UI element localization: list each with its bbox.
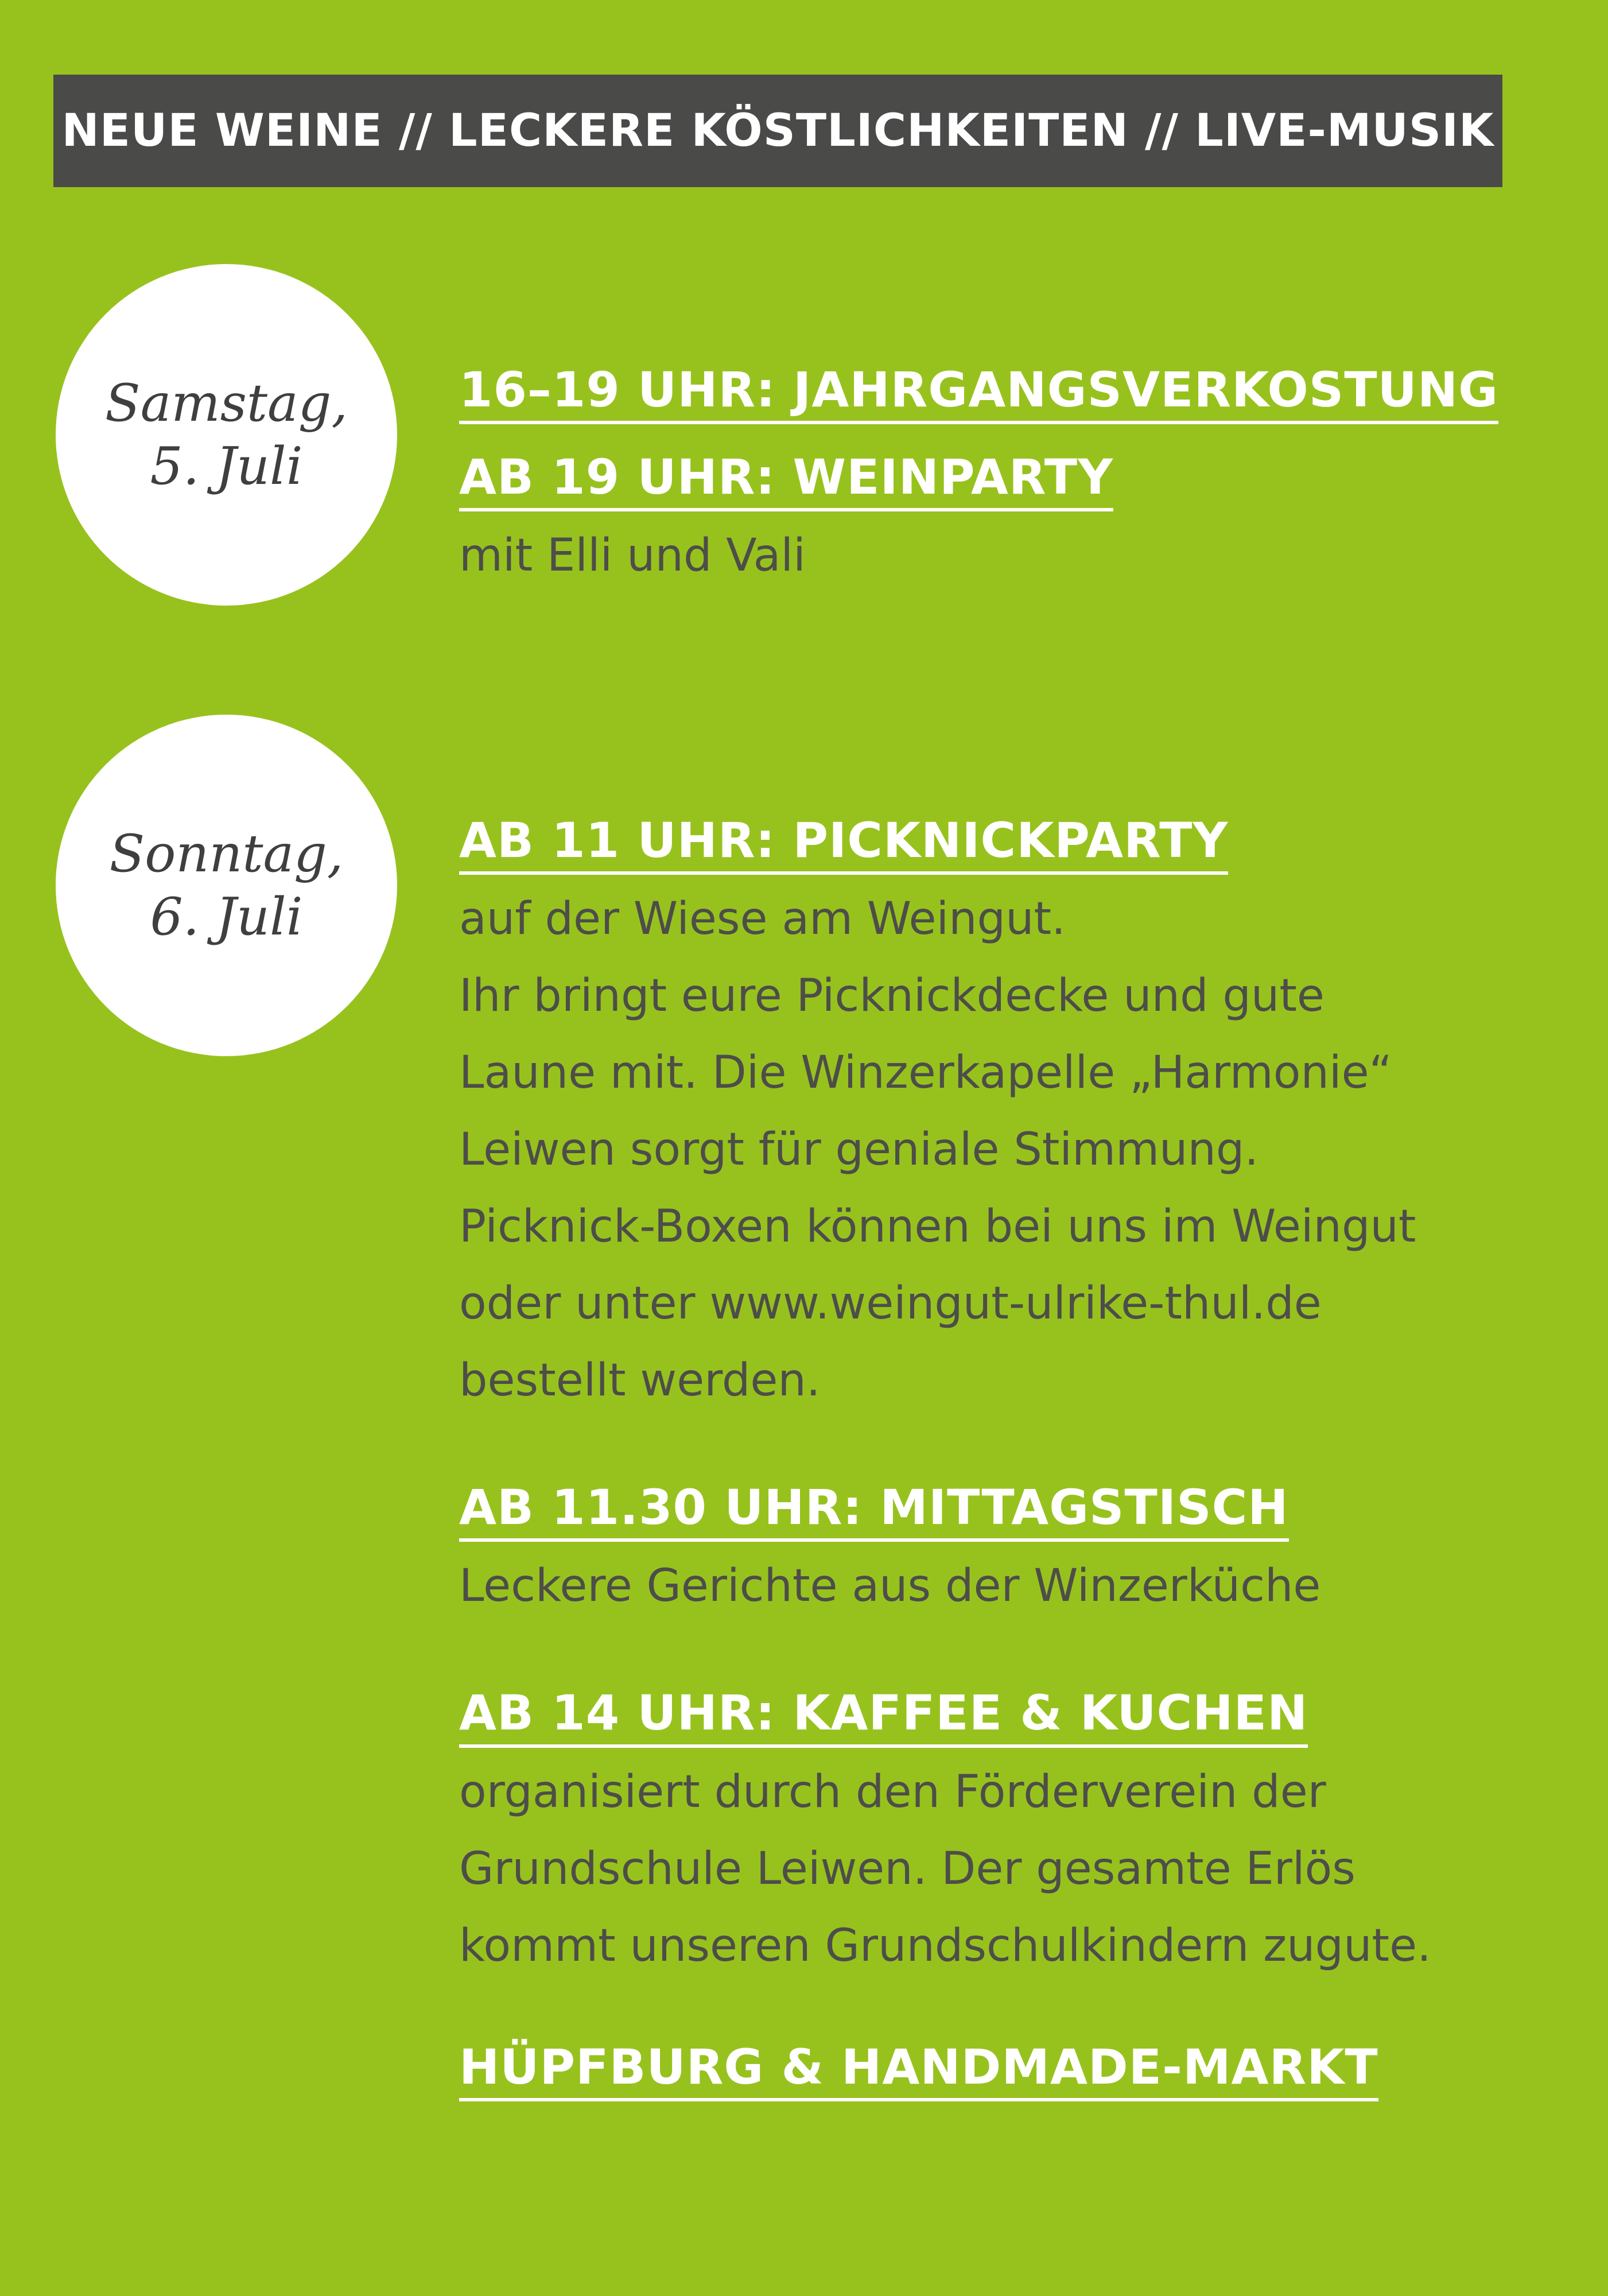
saturday-events [459,364,1549,594]
description-line: organisiert durch den Förderverein der [459,1766,1326,1818]
day-badge-saturday [56,264,397,606]
description-line: bestellt werden. [459,1355,821,1407]
event-kaffee-kuchen [459,1685,1549,1984]
description-line: Leckere Gerichte aus der Winzerküche [459,1560,1321,1612]
sunday-events [459,812,1549,2101]
day-name: Sonntag, [109,823,344,884]
description-line: mit Elli und Vali [459,530,806,582]
event-description [459,1548,1549,1624]
event-huepfburg [459,2038,1549,2101]
day-badge-sunday [56,715,397,1056]
description-line: Ihr bringt eure Picknickdecke und gute [459,970,1325,1022]
event-heading: AB 11 UHR: PICKNICKPARTY [459,815,1228,875]
event-description [459,517,1549,594]
day-date: 5. Juli [150,436,303,497]
day-name: Samstag, [105,373,348,433]
event-description [459,1754,1549,1984]
event-heading: 16–19 UHR: JAHRGANGSVERKOSTUNG [459,364,1498,424]
event-heading: AB 14 UHR: KAFFEE & KUCHEN [459,1688,1308,1747]
description-line: Grundschule Leiwen. Der gesamte Erlös [459,1843,1355,1895]
description-line: Leiwen sorgt für geniale Stimmung. [459,1124,1259,1176]
description-line: Laune mit. Die Winzerkapelle „Harmonie“ [459,1047,1392,1099]
event-heading: AB 19 UHR: WEINPARTY [459,452,1113,511]
top-banner [53,75,1502,187]
description-line: auf der Wiese am Weingut. [459,893,1066,945]
description-line: Picknick-Boxen können bei uns im Weingut [459,1201,1416,1253]
event-heading: AB 11.30 UHR: MITTAGSTISCH [459,1482,1289,1542]
event-description [459,881,1549,1419]
day-date: 6. Juli [150,886,303,947]
description-line: oder unter www.weingut-ulrike-thul.de [459,1278,1322,1330]
event-heading: HÜPFBURG & HANDMADE-MARKT [459,2042,1378,2101]
event-mittagstisch [459,1479,1549,1624]
banner-text: NEUE WEINE // LECKERE KÖSTLICHKEITEN // LIVE-MUSIK [61,105,1494,157]
description-line: kommt unseren Grundschulkindern zugute. [459,1919,1431,1972]
event-picknickparty [459,812,1549,1419]
